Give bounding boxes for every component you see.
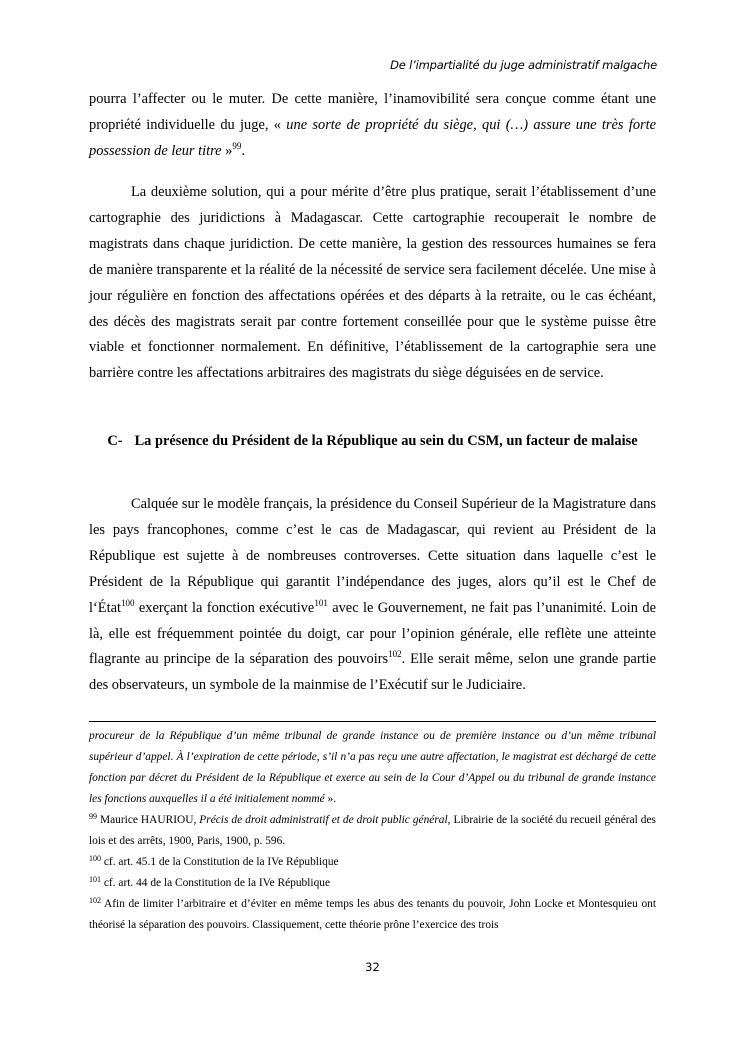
- paragraph-1-quote: une sorte de propriété du siège, qui (…) assure une très forte possession de leur titre: [89, 116, 656, 159]
- footnote-continuation-end: ».: [324, 793, 337, 805]
- footnotes: [89, 726, 656, 936]
- footnote-ref-101[interactable]: 101: [314, 597, 328, 608]
- footnote-ref-102[interactable]: 102: [388, 649, 402, 660]
- paragraph-1-text-a: pourra l’affecter ou le muter. De cette manière, l’inamovibilité sera conçue comme étant une propriété individuelle du juge, «: [89, 91, 656, 133]
- footnote-101-text: cf. art. 44 de la Constitution de la IVe République: [101, 877, 331, 889]
- footnote-number-102: 102: [89, 896, 101, 905]
- paragraph-1-text-b: »: [221, 142, 233, 159]
- paragraph-2: La deuxième solution, qui a pour mérite d’être plus pratique, serait l’établissement d’une cartographie des juridictions à Madagascar. Cette cartographie recouperait le nombre de magistrats dans chaque juridiction. De cette manière, la gestion des ressources humaines se fera de manière transparente et la réalité de la nécessité de service sera facilement décelée. Une mise à jour régulière en fonction des affectations opérées et des départs à la retraite, ou le cas échéant, des décès des magistrats serait par contre fortement conseillée pour que le système puisse être viable et fonctionner normalement. En définitive, l’établissement de la cartographie sera une barrière contre les affectations arbitraires des magistrats du siège déguisées en de service.: [89, 184, 656, 382]
- section-heading: [89, 428, 656, 454]
- footnote-separator: [89, 721, 656, 722]
- footnote-99-rest: , Librairie de la société du recueil général des lois et des arrêts, 1900, Paris, 1900, p. 596.: [89, 814, 656, 847]
- footnote-100-text: cf. art. 45.1 de la Constitution de la IVe République: [101, 856, 339, 868]
- footnote-ref-99[interactable]: 99: [232, 140, 242, 151]
- section-title: La présence du Président de la République au sein du CSM, un facteur de malaise: [134, 433, 638, 449]
- paragraph-3-text-b: exerçant la fonction exécutive: [134, 599, 315, 616]
- footnote-101: [89, 873, 656, 894]
- paragraph-1: [89, 87, 656, 165]
- footnote-ref-100[interactable]: 100: [120, 597, 135, 608]
- footnote-102: [89, 894, 656, 936]
- footnote-99-title: Précis de droit administratif et de droit public général: [199, 814, 448, 826]
- paragraph-3-text-d: . Elle serait même, selon une grande partie des observateurs, un symbole de la mainmise de l’Exécutif sur le Judiciaire.: [89, 651, 656, 694]
- running-header: De l’impartialité du juge administratif malgache: [390, 58, 657, 72]
- footnote-continuation: [89, 726, 656, 810]
- footnote-102-text: Afin de limiter l’arbitraire et d’éviter en même temps les abus des tenants du pouvoir, John Locke et Montesquieu ont théorisé la séparation des pouvoirs. Classiquement, cette théorie prône l’exercice des trois: [89, 898, 656, 931]
- section-letter: C-: [107, 433, 123, 449]
- paragraph-3: [89, 492, 656, 699]
- page-number: 32: [365, 960, 380, 974]
- footnote-100: [89, 852, 656, 873]
- paragraph-3-text-a: Calquée sur le modèle français, la présidence du Conseil Supérieur de la Magistrature dans les pays francophones, comme c’est le cas de Madagascar, qui revient au Président de la République est sujette à de nombreuses controverses. Cette situation dans laquelle c’est le Président de la République qui garantit l’indépendance des juges, alors qu’il est le Chef de l‘État: [89, 496, 656, 616]
- footnote-99-author: Maurice HAURIOU,: [97, 814, 200, 826]
- paragraph-1-text-c: .: [241, 142, 245, 159]
- footnote-number-100: 100: [89, 854, 101, 863]
- footnote-continuation-text: procureur de la République d’un même tribunal de grande instance ou de première instance ou d’un même tribunal supérieur d’appel. À l’expiration de cette période, s’il n’a pas reçu une autre affectation, le magistrat est déchargé de cette fonction par décret du Président de la République et exerce au sein de la Cour d’Appel ou du tribunal de grande instance les fonctions auxquelles il a été initialement nommé: [89, 730, 656, 805]
- paragraph-3-text-c: avec le Gouvernement, ne fait pas l’unanimité. Loin de là, elle est fréquemment pointée du doigt, car pour l’opinion générale, elle reflète une atteinte flagrante au principe de la séparation des pouvoirs: [89, 599, 656, 668]
- footnote-number-99: 99: [89, 812, 97, 821]
- footnote-number-101: 101: [89, 875, 101, 884]
- footnote-99: [89, 810, 656, 852]
